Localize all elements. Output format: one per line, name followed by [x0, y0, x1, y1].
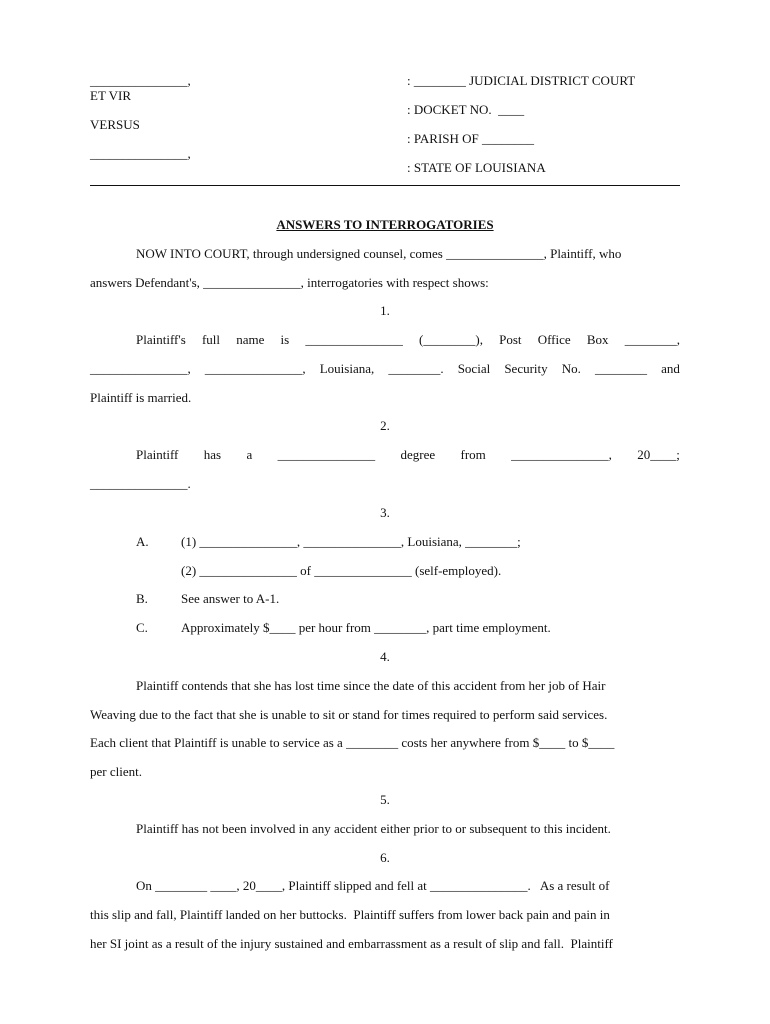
word: ________. [388, 361, 444, 376]
court-line: : ________ JUDICIAL DISTRICT COURT [407, 73, 636, 88]
section-4-number: 4. [380, 649, 390, 664]
section-5-number: 5. [380, 792, 390, 807]
state-line: : STATE OF LOUISIANA [407, 160, 546, 175]
versus-label: VERSUS [90, 117, 140, 132]
section-3-c-label: C. [136, 620, 148, 635]
document-title: ANSWERS TO INTERROGATORIES [276, 217, 494, 232]
word: degree [400, 447, 436, 462]
word: 20____; [637, 447, 680, 462]
section-6-line-3: her SI joint as a result of the injury sustained and embarrassment as a result of slip and fall. Plaintiff [90, 936, 613, 951]
section-1-line-2 [90, 361, 680, 377]
word: ________ [595, 361, 647, 376]
section-3-b-label: B. [136, 591, 148, 606]
word: name [236, 332, 265, 347]
section-2-line-1 [136, 447, 680, 463]
section-4-line-1: Plaintiff contends that she has lost time since the date of this accident from her job of Hair [136, 678, 606, 693]
intro-line-2: answers Defendant's, _______________, interrogatories with respect shows: [90, 275, 489, 290]
word: _______________ [305, 332, 403, 347]
section-6-line-1: On ________ ____, 20____, Plaintiff slipped and fell at _______________. As a result of [136, 878, 610, 893]
word: Plaintiff's [136, 332, 186, 347]
word: Louisiana, [319, 361, 375, 376]
defendant-name-blank: _______________, [90, 146, 191, 161]
word: is [280, 332, 290, 347]
section-2-number: 2. [380, 418, 390, 433]
word: Office [537, 332, 571, 347]
word: from [460, 447, 486, 462]
docket-line: : DOCKET NO. ____ [407, 102, 525, 117]
word: (________), [419, 332, 483, 347]
section-4-line-4: per client. [90, 764, 142, 779]
caption-divider [90, 185, 680, 186]
word: a [246, 447, 253, 462]
section-1-line-1 [136, 332, 680, 348]
word: Security [504, 361, 548, 376]
section-3-a-label: A. [136, 534, 149, 549]
section-6-line-2: this slip and fall, Plaintiff landed on her buttocks. Plaintiff suffers from lower back pain and pain in [90, 907, 610, 922]
parish-line: : PARISH OF ________ [407, 131, 535, 146]
intro-line-1: NOW INTO COURT, through undersigned counsel, comes _______________, Plaintiff, who [136, 246, 622, 261]
et-vir-label: ET VIR [90, 88, 132, 103]
word: _______________ [277, 447, 376, 462]
section-4-line-2: Weaving due to the fact that she is unable to sit or stand for times required to perform said services. [90, 707, 608, 722]
section-3-a1: (1) _______________, _______________, Louisiana, ________; [181, 534, 521, 549]
section-3-c-text: Approximately $____ per hour from ________, part time employment. [181, 620, 551, 635]
section-2-line-2: _______________. [90, 476, 191, 491]
word: Plaintiff [136, 447, 179, 462]
word: No. [561, 361, 581, 376]
word: ________, [624, 332, 680, 347]
section-1-line-3: Plaintiff is married. [90, 390, 192, 405]
section-5-line-1: Plaintiff has not been involved in any accident either prior to or subsequent to this incident. [136, 821, 611, 836]
word: Social [457, 361, 491, 376]
word: _______________, [204, 361, 306, 376]
word: full [201, 332, 221, 347]
plaintiff-name-blank: _______________, [90, 73, 191, 88]
word: and [661, 361, 680, 376]
word: _______________, [90, 361, 191, 376]
section-4-line-3: Each client that Plaintiff is unable to service as a ________ costs her anywhere from $____ to $____ [90, 735, 615, 750]
section-3-a2: (2) _______________ of _______________ (self-employed). [181, 563, 502, 578]
section-3-b-text: See answer to A-1. [181, 591, 280, 606]
word: _______________, [511, 447, 612, 462]
section-6-number: 6. [380, 850, 390, 865]
word: Post [499, 332, 522, 347]
word: has [203, 447, 222, 462]
section-1-number: 1. [380, 303, 390, 318]
section-3-number: 3. [380, 505, 390, 520]
word: Box [586, 332, 609, 347]
